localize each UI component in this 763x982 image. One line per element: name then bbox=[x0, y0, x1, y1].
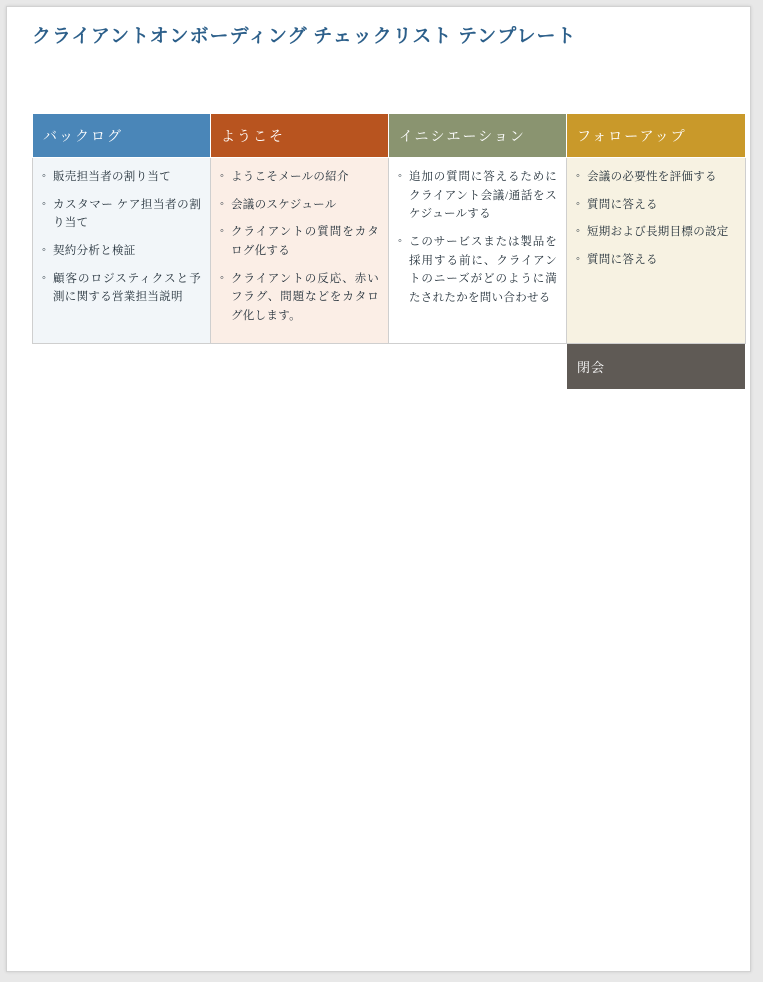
checklist-initiation bbox=[398, 168, 557, 307]
list-item[interactable]: ◦ カスタマー ケア担当者の割り当て bbox=[42, 196, 201, 233]
onboarding-checklist-table bbox=[32, 113, 746, 390]
list-item[interactable]: ◦ 顧客のロジスティクスと予測に関する営業担当説明 bbox=[42, 270, 201, 307]
checklist-welcome bbox=[220, 168, 379, 325]
column-header-welcome: ようこそ bbox=[211, 114, 389, 158]
list-item[interactable]: ◦ 質問に答える bbox=[576, 196, 736, 215]
table-header-row bbox=[33, 114, 746, 158]
column-header-backlog: バックログ bbox=[33, 114, 211, 158]
footer-spacer-backlog bbox=[33, 344, 211, 390]
checklist-followup bbox=[576, 168, 736, 270]
list-item[interactable]: ◦ 契約分析と検証 bbox=[42, 242, 201, 261]
list-item[interactable]: ◦ クライアントの反応、赤いフラグ、問題などをカタログ化します。 bbox=[220, 270, 379, 326]
list-item[interactable]: ◦ このサービスまたは製品を採用する前に、クライアントのニーズがどのように満たされたかを問い合わせる bbox=[398, 233, 557, 308]
column-body-welcome bbox=[211, 158, 389, 344]
document-sheet bbox=[6, 6, 751, 972]
column-header-followup: フォローアップ bbox=[567, 114, 746, 158]
list-item[interactable]: ◦ 質問に答える bbox=[576, 251, 736, 270]
list-item[interactable]: ◦ 販売担当者の割り当て bbox=[42, 168, 201, 187]
list-item[interactable]: ◦ 会議の必要性を評価する bbox=[576, 168, 736, 187]
list-item[interactable]: ◦ クライアントの質問をカタログ化する bbox=[220, 223, 379, 260]
list-item[interactable]: ◦ 短期および長期目標の設定 bbox=[576, 223, 736, 242]
column-body-backlog bbox=[33, 158, 211, 344]
column-header-initiation: イニシエーション bbox=[389, 114, 567, 158]
footer-spacer-initiation bbox=[389, 344, 567, 390]
column-body-initiation bbox=[389, 158, 567, 344]
list-item[interactable]: ◦ ようこそメールの紹介 bbox=[220, 168, 379, 187]
table-footer-row bbox=[33, 344, 746, 390]
closing-cell: 閉会 bbox=[567, 344, 746, 390]
column-body-followup bbox=[567, 158, 746, 344]
checklist-backlog bbox=[42, 168, 201, 307]
list-item[interactable]: ◦ 追加の質問に答えるためにクライアント会議/通話をスケジュールする bbox=[398, 168, 557, 224]
page-title: クライアントオンボーディング チェックリスト テンプレート bbox=[32, 26, 577, 47]
list-item[interactable]: ◦ 会議のスケジュール bbox=[220, 196, 379, 215]
table-row bbox=[33, 158, 746, 344]
subtitle-placeholder bbox=[32, 52, 277, 84]
footer-spacer-welcome bbox=[211, 344, 389, 390]
